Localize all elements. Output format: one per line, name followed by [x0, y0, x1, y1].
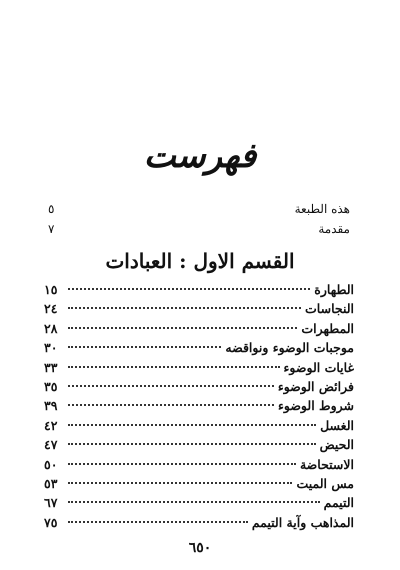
toc-entry-title: غايات الوضوء — [283, 359, 354, 375]
pre-entry-title: هذه الطبعة — [294, 202, 350, 216]
toc-entry-title: موجبات الوضوء ونواقضه — [225, 340, 354, 356]
section-title: القسم الاول : العبادات — [105, 249, 295, 273]
toc-entry-page: ٣٥ — [44, 378, 58, 394]
toc-entry-page: ٧٥ — [44, 514, 58, 530]
toc-entry-title: التيمم — [323, 495, 354, 511]
dot-leader — [68, 404, 274, 406]
toc-entry-title: النجاسات — [305, 301, 354, 317]
toc-row — [44, 396, 354, 415]
toc-entry-title: الغسل — [320, 417, 354, 433]
toc-entry-page: ١٥ — [44, 282, 58, 297]
toc-entry-title: المذاهب وآية التيمم — [251, 514, 354, 530]
dot-leader — [68, 443, 316, 445]
dot-leader — [68, 385, 274, 387]
toc-entry-title: الحيض — [319, 437, 354, 453]
toc-list — [44, 280, 354, 532]
toc-entry-page: ٥٣ — [44, 475, 58, 491]
toc-row — [44, 455, 354, 474]
dot-leader — [68, 424, 316, 426]
dot-leader — [68, 521, 248, 523]
toc-row — [44, 513, 354, 532]
footer-page-number: ٦٥٠ — [188, 540, 212, 556]
toc-row — [44, 358, 354, 377]
toc-entry-page: ٢٤ — [44, 301, 58, 317]
toc-row — [44, 377, 354, 396]
dot-leader — [68, 307, 301, 309]
toc-entry-title: المطهرات — [301, 320, 354, 336]
dot-leader — [68, 482, 292, 484]
pre-entry-row — [48, 220, 350, 238]
toc-entry-page: ٣٩ — [44, 398, 58, 414]
dot-leader — [68, 288, 310, 290]
toc-entry-page: ٤٢ — [44, 417, 58, 433]
pre-entry-page: ٥ — [48, 202, 55, 216]
pre-entry-title: مقدمة — [318, 222, 350, 236]
dot-leader — [68, 346, 221, 348]
toc-entry-page: ٥٠ — [44, 456, 58, 472]
toc-entry-title: شروط الوضوء — [277, 398, 354, 414]
pre-entry-row — [48, 200, 350, 218]
dot-leader — [68, 501, 320, 503]
dot-leader — [68, 463, 296, 465]
toc-entry-page: ٦٧ — [44, 495, 58, 511]
toc-entry-title: فرائض الوضوء — [277, 378, 354, 394]
toc-entry-page: ٢٨ — [44, 320, 58, 336]
toc-row — [44, 416, 354, 435]
dot-leader — [68, 366, 280, 368]
toc-entry-page: ٣٠ — [44, 340, 58, 356]
pre-entry-page: ٧ — [48, 222, 55, 236]
toc-entry-page: ٤٧ — [44, 437, 58, 453]
toc-entry-title: الطهارة — [314, 282, 354, 297]
toc-row — [44, 280, 354, 299]
toc-row — [44, 299, 354, 318]
toc-entry-page: ٣٣ — [44, 359, 58, 375]
toc-row — [44, 493, 354, 512]
toc-entry-title: مس الميت — [296, 475, 354, 491]
toc-row — [44, 319, 354, 338]
toc-row — [44, 338, 354, 357]
toc-row — [44, 474, 354, 493]
toc-entry-title: الاستحاضة — [299, 456, 354, 472]
page-heading: فهرست — [143, 136, 257, 176]
toc-row — [44, 435, 354, 454]
dot-leader — [68, 327, 297, 329]
